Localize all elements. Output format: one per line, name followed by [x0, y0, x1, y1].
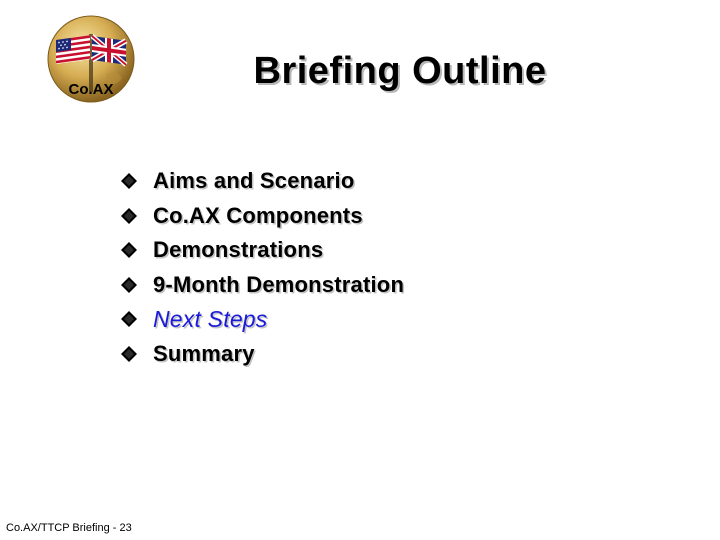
list-item-label: 9-Month Demonstration: [153, 271, 405, 297]
coax-logo: [46, 14, 136, 104]
diamond-bullet-icon: [118, 239, 140, 261]
diamond-bullet-icon: [118, 308, 140, 330]
outline-list: [118, 164, 404, 371]
list-item: [118, 302, 404, 337]
diamond-bullet-icon: [118, 170, 140, 192]
list-item-label: Aims and Scenario: [153, 168, 355, 194]
list-item: [118, 199, 404, 234]
slide-title: Briefing Outline: [253, 50, 547, 92]
list-item-label-highlighted: Next Steps: [153, 305, 268, 332]
list-item-label: Co.AX Components: [153, 202, 363, 228]
list-item-label: Demonstrations: [153, 237, 324, 263]
diamond-bullet-icon: [118, 343, 140, 365]
list-item: [118, 164, 404, 199]
list-item-label: Summary: [153, 340, 255, 366]
diamond-bullet-icon: [118, 274, 140, 296]
diamond-bullet-icon: [118, 205, 140, 227]
slide-footer: Co.AX/TTCP Briefing - 23: [6, 522, 132, 534]
list-item: [118, 337, 404, 372]
globe-flags-icon: [46, 14, 136, 104]
logo-text: Co.AX: [68, 81, 114, 98]
list-item: [118, 268, 404, 303]
list-item: [118, 233, 404, 268]
